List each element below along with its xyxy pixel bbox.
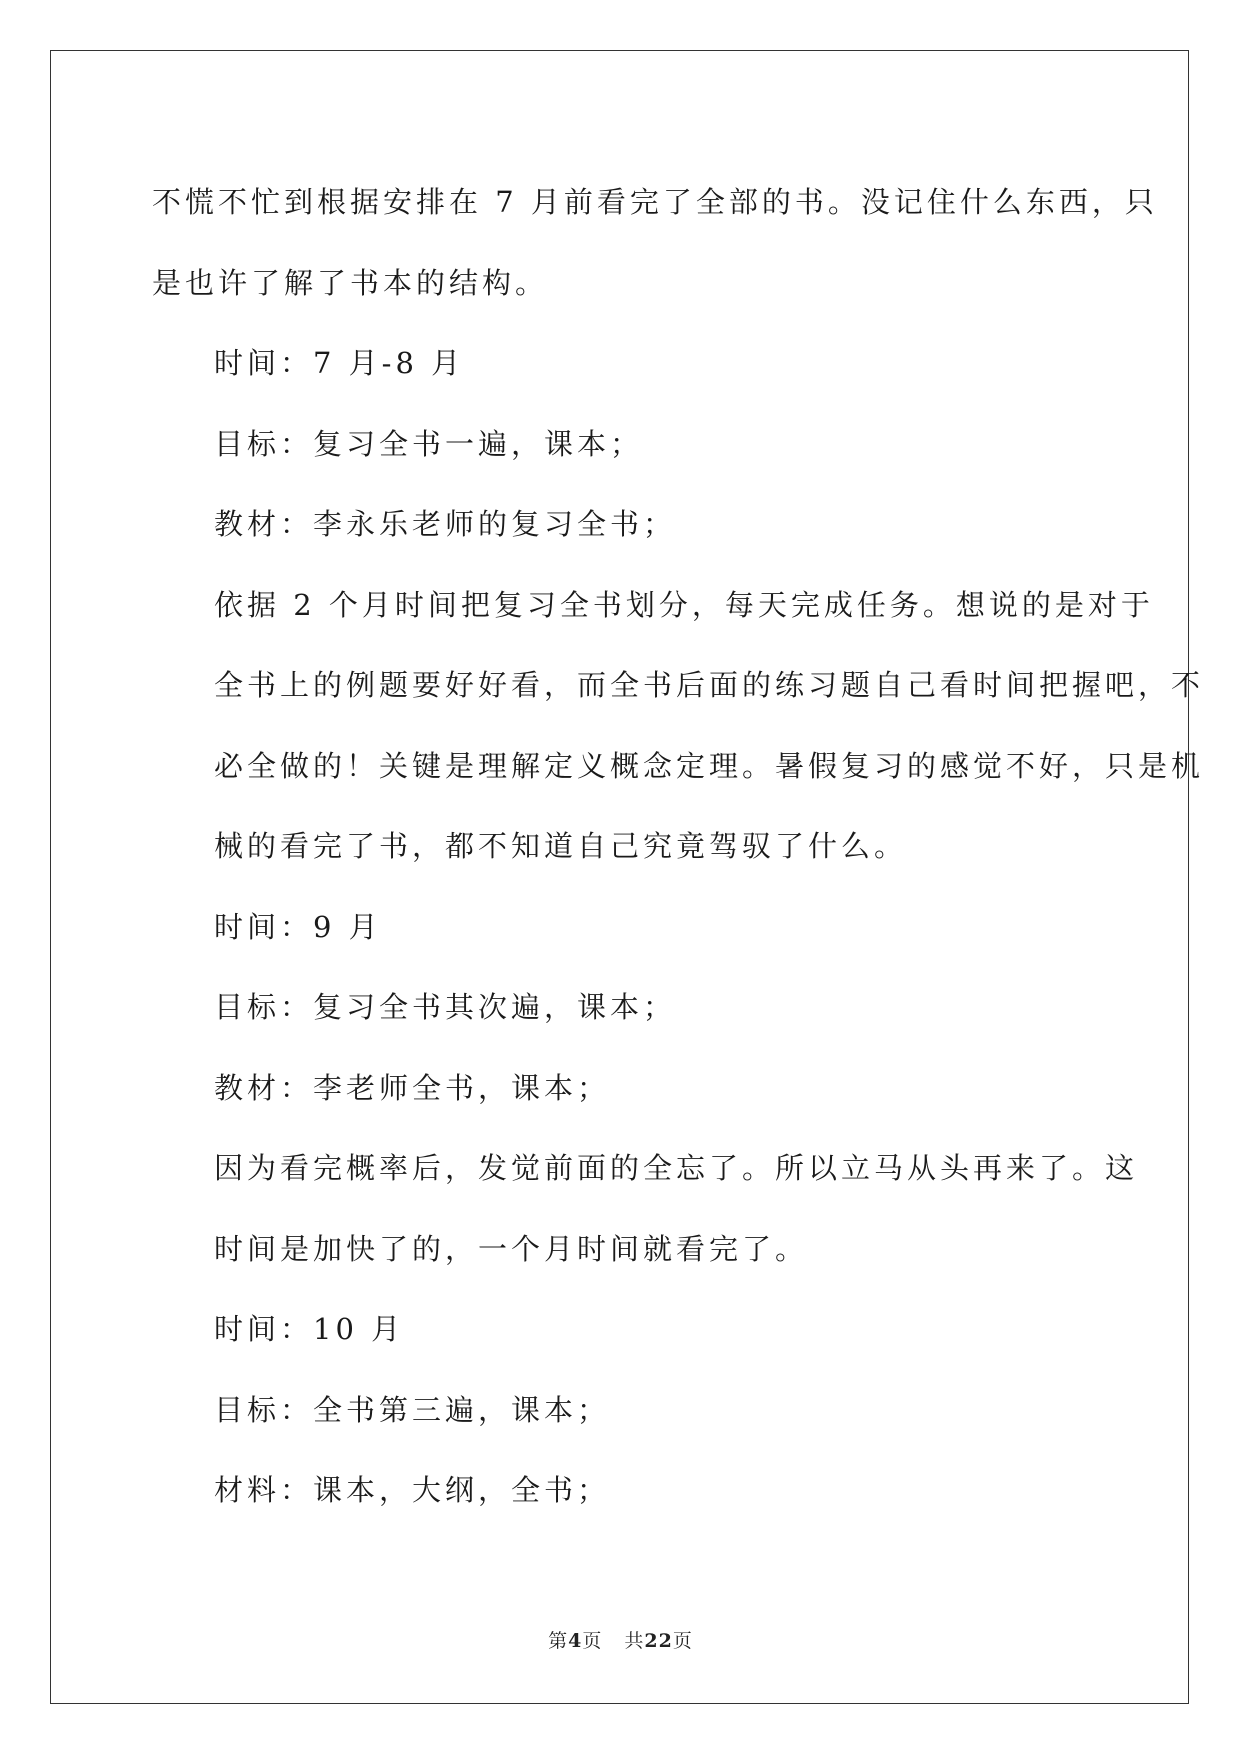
footer-total-prefix: 共 [624, 1630, 645, 1652]
text-line: 时间：10 月 [214, 1312, 405, 1346]
text-line: 目标：复习全书一遍，课本； [214, 426, 644, 461]
text-line: 时间：7 月-8 月 [214, 346, 465, 380]
paragraph [152, 967, 1090, 1048]
text-line: 时间是加快了的，一个月时间就看完了。 [214, 1231, 809, 1266]
paragraph [152, 1048, 1090, 1129]
text-line: 时间：9 月 [214, 909, 382, 944]
paragraph [152, 323, 1090, 404]
footer-total-suffix: 页 [672, 1630, 693, 1652]
document-body [152, 162, 1205, 1531]
text-line: 教材：李老师全书，课本； [214, 1070, 611, 1105]
paragraph [152, 1289, 1090, 1370]
text-line: 是也许了解了书本的结构。 [152, 265, 549, 300]
text-line: 材料：课本，大纲，全书； [214, 1473, 611, 1507]
text-line: 必全做的！关键是理解定义概念定理。暑假复习的感觉不好，只是机 [214, 748, 1205, 783]
text-line: 因为看完概率后，发觉前面的全忘了。所以立马从头再来了。这 [214, 1151, 1139, 1185]
paragraph [152, 1128, 1139, 1289]
paragraph [152, 162, 1158, 323]
paragraph [152, 404, 1090, 485]
paragraph [152, 1370, 1090, 1451]
text-line: 目标：全书第三遍，课本； [214, 1392, 611, 1427]
paragraph [152, 1450, 1090, 1531]
footer-prefix: 第 [548, 1630, 569, 1652]
paragraph [152, 484, 1090, 565]
text-line: 教材：李永乐老师的复习全书； [214, 507, 677, 541]
paragraph [152, 565, 1205, 887]
paragraph [152, 887, 1090, 968]
current-page-number: 4 [568, 1630, 583, 1652]
page-footer [0, 1626, 1241, 1653]
footer-page-suffix: 页 [582, 1630, 603, 1652]
text-line: 依据 2 个月时间把复习全书划分，每天完成任务。想说的是对于 [214, 587, 1154, 622]
text-line: 目标：复习全书其次遍，课本； [214, 990, 677, 1024]
text-line: 不慌不忙到根据安排在 7 月前看完了全部的书。没记住什么东西，只 [152, 185, 1158, 219]
total-page-count: 22 [644, 1630, 673, 1652]
text-line: 械的看完了书，都不知道自己究竟驾驭了什么。 [214, 829, 908, 863]
text-line: 全书上的例题要好好看，而全书后面的练习题自己看时间把握吧，不 [214, 668, 1205, 702]
